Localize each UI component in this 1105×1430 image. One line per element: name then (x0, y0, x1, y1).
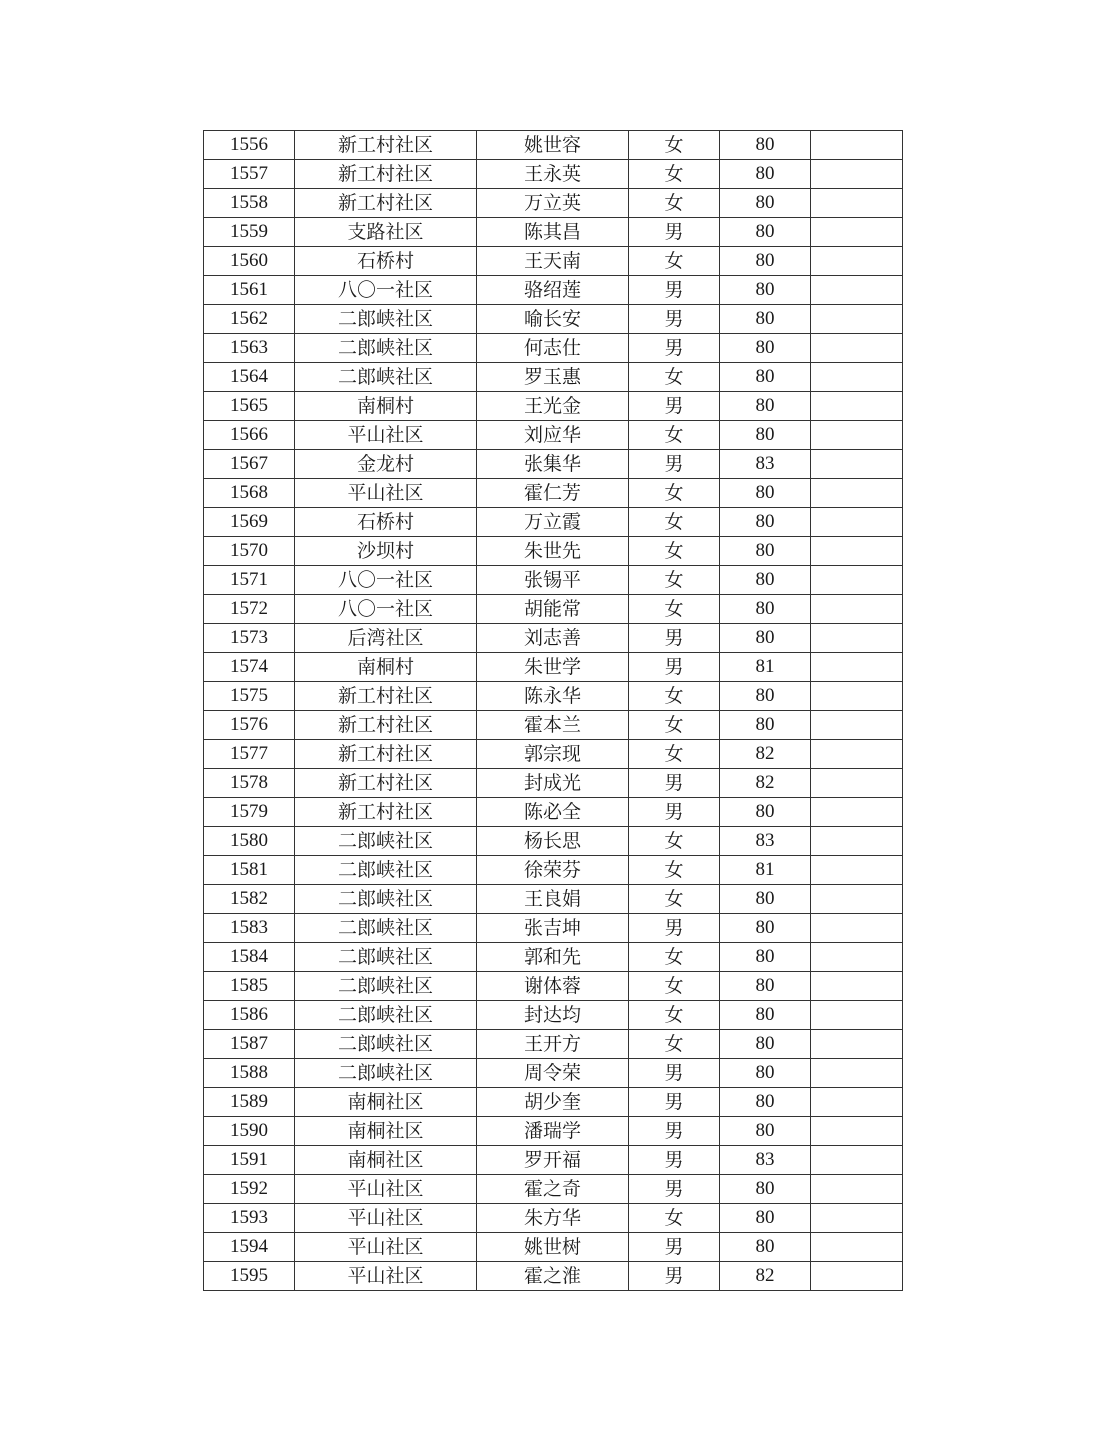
community-cell: 新工村社区 (295, 131, 477, 160)
row-number-cell: 1570 (204, 537, 295, 566)
note-cell (811, 624, 903, 653)
gender-cell: 男 (629, 392, 720, 421)
age-cell: 80 (720, 595, 811, 624)
table-row (204, 450, 903, 479)
gender-cell: 女 (629, 885, 720, 914)
age-cell: 80 (720, 1204, 811, 1233)
community-cell: 八〇一社区 (295, 595, 477, 624)
gender-cell: 男 (629, 218, 720, 247)
row-number-cell: 1579 (204, 798, 295, 827)
row-number-cell: 1586 (204, 1001, 295, 1030)
person-name-cell: 刘志善 (477, 624, 629, 653)
gender-cell: 女 (629, 827, 720, 856)
person-name-cell: 杨长思 (477, 827, 629, 856)
person-name-cell: 刘应华 (477, 421, 629, 450)
person-name-cell: 何志仕 (477, 334, 629, 363)
note-cell (811, 1117, 903, 1146)
table-row (204, 653, 903, 682)
row-number-cell: 1593 (204, 1204, 295, 1233)
age-cell: 80 (720, 479, 811, 508)
person-name-cell: 周令荣 (477, 1059, 629, 1088)
row-number-cell: 1558 (204, 189, 295, 218)
table-row (204, 566, 903, 595)
table-row (204, 1088, 903, 1117)
age-cell: 80 (720, 798, 811, 827)
row-number-cell: 1585 (204, 972, 295, 1001)
note-cell (811, 479, 903, 508)
note-cell (811, 972, 903, 1001)
community-cell: 二郎峡社区 (295, 856, 477, 885)
table-row (204, 972, 903, 1001)
note-cell (811, 1146, 903, 1175)
row-number-cell: 1566 (204, 421, 295, 450)
gender-cell: 女 (629, 537, 720, 566)
table-row (204, 856, 903, 885)
note-cell (811, 508, 903, 537)
row-number-cell: 1587 (204, 1030, 295, 1059)
gender-cell: 男 (629, 914, 720, 943)
note-cell (811, 392, 903, 421)
gender-cell: 女 (629, 711, 720, 740)
row-number-cell: 1571 (204, 566, 295, 595)
person-name-cell: 陈永华 (477, 682, 629, 711)
person-name-cell: 姚世容 (477, 131, 629, 160)
row-number-cell: 1581 (204, 856, 295, 885)
table-row (204, 914, 903, 943)
table-row (204, 479, 903, 508)
note-cell (811, 276, 903, 305)
community-cell: 平山社区 (295, 1204, 477, 1233)
table-row (204, 943, 903, 972)
table-row (204, 595, 903, 624)
gender-cell: 女 (629, 421, 720, 450)
person-name-cell: 罗玉惠 (477, 363, 629, 392)
row-number-cell: 1563 (204, 334, 295, 363)
table-row (204, 827, 903, 856)
community-cell: 二郎峡社区 (295, 363, 477, 392)
gender-cell: 男 (629, 334, 720, 363)
gender-cell: 女 (629, 247, 720, 276)
gender-cell: 女 (629, 856, 720, 885)
community-cell: 八〇一社区 (295, 566, 477, 595)
gender-cell: 女 (629, 972, 720, 1001)
gender-cell: 女 (629, 479, 720, 508)
community-cell: 新工村社区 (295, 682, 477, 711)
age-cell: 80 (720, 1030, 811, 1059)
roster-table (203, 130, 903, 1291)
gender-cell: 男 (629, 276, 720, 305)
age-cell: 80 (720, 131, 811, 160)
note-cell (811, 740, 903, 769)
note-cell (811, 1204, 903, 1233)
age-cell: 80 (720, 1175, 811, 1204)
community-cell: 八〇一社区 (295, 276, 477, 305)
row-number-cell: 1574 (204, 653, 295, 682)
age-cell: 80 (720, 972, 811, 1001)
community-cell: 金龙村 (295, 450, 477, 479)
person-name-cell: 王天南 (477, 247, 629, 276)
age-cell: 80 (720, 160, 811, 189)
gender-cell: 男 (629, 450, 720, 479)
community-cell: 南桐社区 (295, 1117, 477, 1146)
note-cell (811, 131, 903, 160)
note-cell (811, 682, 903, 711)
gender-cell: 男 (629, 1088, 720, 1117)
person-name-cell: 王良娟 (477, 885, 629, 914)
row-number-cell: 1562 (204, 305, 295, 334)
row-number-cell: 1559 (204, 218, 295, 247)
gender-cell: 女 (629, 1030, 720, 1059)
note-cell (811, 247, 903, 276)
table-row (204, 1146, 903, 1175)
table-row (204, 189, 903, 218)
age-cell: 80 (720, 392, 811, 421)
community-cell: 南桐社区 (295, 1146, 477, 1175)
gender-cell: 男 (629, 624, 720, 653)
row-number-cell: 1561 (204, 276, 295, 305)
gender-cell: 男 (629, 1146, 720, 1175)
person-name-cell: 姚世树 (477, 1233, 629, 1262)
community-cell: 二郎峡社区 (295, 334, 477, 363)
gender-cell: 女 (629, 566, 720, 595)
age-cell: 80 (720, 1233, 811, 1262)
age-cell: 80 (720, 1088, 811, 1117)
table-row (204, 392, 903, 421)
person-name-cell: 朱方华 (477, 1204, 629, 1233)
table-row (204, 624, 903, 653)
gender-cell: 女 (629, 943, 720, 972)
row-number-cell: 1577 (204, 740, 295, 769)
table-row (204, 1059, 903, 1088)
age-cell: 80 (720, 711, 811, 740)
note-cell (811, 856, 903, 885)
person-name-cell: 骆绍莲 (477, 276, 629, 305)
age-cell: 80 (720, 943, 811, 972)
note-cell (811, 421, 903, 450)
row-number-cell: 1567 (204, 450, 295, 479)
note-cell (811, 1088, 903, 1117)
person-name-cell: 郭和先 (477, 943, 629, 972)
age-cell: 80 (720, 334, 811, 363)
note-cell (811, 160, 903, 189)
person-name-cell: 霍本兰 (477, 711, 629, 740)
gender-cell: 女 (629, 740, 720, 769)
age-cell: 80 (720, 276, 811, 305)
row-number-cell: 1594 (204, 1233, 295, 1262)
row-number-cell: 1584 (204, 943, 295, 972)
community-cell: 二郎峡社区 (295, 827, 477, 856)
age-cell: 80 (720, 189, 811, 218)
gender-cell: 女 (629, 1001, 720, 1030)
note-cell (811, 450, 903, 479)
community-cell: 南桐村 (295, 653, 477, 682)
table-row (204, 1204, 903, 1233)
community-cell: 平山社区 (295, 421, 477, 450)
age-cell: 81 (720, 856, 811, 885)
age-cell: 80 (720, 508, 811, 537)
table-row (204, 769, 903, 798)
community-cell: 平山社区 (295, 1262, 477, 1291)
age-cell: 80 (720, 624, 811, 653)
community-cell: 新工村社区 (295, 740, 477, 769)
community-cell: 新工村社区 (295, 711, 477, 740)
row-number-cell: 1560 (204, 247, 295, 276)
note-cell (811, 711, 903, 740)
gender-cell: 男 (629, 305, 720, 334)
table-row (204, 1001, 903, 1030)
community-cell: 二郎峡社区 (295, 914, 477, 943)
age-cell: 82 (720, 769, 811, 798)
community-cell: 新工村社区 (295, 160, 477, 189)
community-cell: 平山社区 (295, 479, 477, 508)
person-name-cell: 张集华 (477, 450, 629, 479)
gender-cell: 女 (629, 682, 720, 711)
note-cell (811, 595, 903, 624)
note-cell (811, 653, 903, 682)
age-cell: 82 (720, 740, 811, 769)
row-number-cell: 1578 (204, 769, 295, 798)
age-cell: 80 (720, 537, 811, 566)
note-cell (811, 218, 903, 247)
row-number-cell: 1592 (204, 1175, 295, 1204)
gender-cell: 男 (629, 1262, 720, 1291)
community-cell: 南桐社区 (295, 1088, 477, 1117)
table-row (204, 682, 903, 711)
person-name-cell: 万立霞 (477, 508, 629, 537)
note-cell (811, 566, 903, 595)
gender-cell: 男 (629, 1233, 720, 1262)
person-name-cell: 罗开福 (477, 1146, 629, 1175)
row-number-cell: 1575 (204, 682, 295, 711)
age-cell: 82 (720, 1262, 811, 1291)
note-cell (811, 1059, 903, 1088)
gender-cell: 男 (629, 653, 720, 682)
table-row (204, 247, 903, 276)
community-cell: 二郎峡社区 (295, 972, 477, 1001)
gender-cell: 男 (629, 769, 720, 798)
gender-cell: 女 (629, 131, 720, 160)
row-number-cell: 1588 (204, 1059, 295, 1088)
row-number-cell: 1582 (204, 885, 295, 914)
table-row (204, 218, 903, 247)
age-cell: 80 (720, 1117, 811, 1146)
person-name-cell: 朱世先 (477, 537, 629, 566)
age-cell: 80 (720, 914, 811, 943)
person-name-cell: 王光金 (477, 392, 629, 421)
community-cell: 二郎峡社区 (295, 305, 477, 334)
table-row (204, 363, 903, 392)
person-name-cell: 郭宗现 (477, 740, 629, 769)
age-cell: 80 (720, 218, 811, 247)
community-cell: 二郎峡社区 (295, 1001, 477, 1030)
person-name-cell: 封达均 (477, 1001, 629, 1030)
gender-cell: 女 (629, 1204, 720, 1233)
person-name-cell: 徐荣芬 (477, 856, 629, 885)
gender-cell: 女 (629, 363, 720, 392)
table-row (204, 1233, 903, 1262)
person-name-cell: 陈必全 (477, 798, 629, 827)
person-name-cell: 霍之淮 (477, 1262, 629, 1291)
community-cell: 新工村社区 (295, 798, 477, 827)
row-number-cell: 1580 (204, 827, 295, 856)
note-cell (811, 885, 903, 914)
person-name-cell: 万立英 (477, 189, 629, 218)
table-row (204, 305, 903, 334)
community-cell: 新工村社区 (295, 769, 477, 798)
person-name-cell: 霍之奇 (477, 1175, 629, 1204)
table-row (204, 711, 903, 740)
note-cell (811, 334, 903, 363)
community-cell: 平山社区 (295, 1175, 477, 1204)
age-cell: 83 (720, 1146, 811, 1175)
community-cell: 二郎峡社区 (295, 885, 477, 914)
row-number-cell: 1557 (204, 160, 295, 189)
person-name-cell: 陈其昌 (477, 218, 629, 247)
table-row (204, 131, 903, 160)
note-cell (811, 943, 903, 972)
community-cell: 平山社区 (295, 1233, 477, 1262)
community-cell: 二郎峡社区 (295, 1059, 477, 1088)
row-number-cell: 1564 (204, 363, 295, 392)
age-cell: 83 (720, 827, 811, 856)
age-cell: 80 (720, 566, 811, 595)
community-cell: 石桥村 (295, 247, 477, 276)
row-number-cell: 1573 (204, 624, 295, 653)
person-name-cell: 王开方 (477, 1030, 629, 1059)
gender-cell: 女 (629, 189, 720, 218)
community-cell: 新工村社区 (295, 189, 477, 218)
age-cell: 80 (720, 885, 811, 914)
row-number-cell: 1565 (204, 392, 295, 421)
person-name-cell: 朱世学 (477, 653, 629, 682)
row-number-cell: 1572 (204, 595, 295, 624)
note-cell (811, 1030, 903, 1059)
person-name-cell: 喻长安 (477, 305, 629, 334)
note-cell (811, 363, 903, 392)
row-number-cell: 1590 (204, 1117, 295, 1146)
gender-cell: 女 (629, 508, 720, 537)
person-name-cell: 谢体蓉 (477, 972, 629, 1001)
table-row (204, 885, 903, 914)
person-name-cell: 张吉坤 (477, 914, 629, 943)
community-cell: 南桐村 (295, 392, 477, 421)
note-cell (811, 798, 903, 827)
age-cell: 83 (720, 450, 811, 479)
gender-cell: 女 (629, 595, 720, 624)
table-row (204, 1262, 903, 1291)
person-name-cell: 潘瑞学 (477, 1117, 629, 1146)
row-number-cell: 1583 (204, 914, 295, 943)
age-cell: 81 (720, 653, 811, 682)
table-row (204, 1117, 903, 1146)
age-cell: 80 (720, 305, 811, 334)
row-number-cell: 1568 (204, 479, 295, 508)
person-name-cell: 胡少奎 (477, 1088, 629, 1117)
age-cell: 80 (720, 363, 811, 392)
note-cell (811, 1262, 903, 1291)
table-row (204, 537, 903, 566)
note-cell (811, 189, 903, 218)
row-number-cell: 1589 (204, 1088, 295, 1117)
note-cell (811, 769, 903, 798)
age-cell: 80 (720, 421, 811, 450)
community-cell: 后湾社区 (295, 624, 477, 653)
gender-cell: 男 (629, 1117, 720, 1146)
table-row (204, 421, 903, 450)
note-cell (811, 827, 903, 856)
gender-cell: 女 (629, 160, 720, 189)
note-cell (811, 914, 903, 943)
note-cell (811, 1233, 903, 1262)
community-cell: 沙坝村 (295, 537, 477, 566)
community-cell: 石桥村 (295, 508, 477, 537)
person-name-cell: 霍仁芳 (477, 479, 629, 508)
gender-cell: 男 (629, 1059, 720, 1088)
note-cell (811, 1001, 903, 1030)
table-row (204, 1175, 903, 1204)
table-row (204, 1030, 903, 1059)
gender-cell: 男 (629, 798, 720, 827)
community-cell: 二郎峡社区 (295, 1030, 477, 1059)
person-name-cell: 胡能常 (477, 595, 629, 624)
table-row (204, 798, 903, 827)
row-number-cell: 1569 (204, 508, 295, 537)
age-cell: 80 (720, 682, 811, 711)
row-number-cell: 1595 (204, 1262, 295, 1291)
gender-cell: 男 (629, 1175, 720, 1204)
table-row (204, 334, 903, 363)
person-name-cell: 王永英 (477, 160, 629, 189)
person-name-cell: 封成光 (477, 769, 629, 798)
age-cell: 80 (720, 247, 811, 276)
row-number-cell: 1591 (204, 1146, 295, 1175)
note-cell (811, 305, 903, 334)
table-row (204, 160, 903, 189)
roster-table-body (204, 131, 903, 1291)
note-cell (811, 537, 903, 566)
table-row (204, 508, 903, 537)
table-row (204, 740, 903, 769)
row-number-cell: 1556 (204, 131, 295, 160)
age-cell: 80 (720, 1059, 811, 1088)
row-number-cell: 1576 (204, 711, 295, 740)
age-cell: 80 (720, 1001, 811, 1030)
person-name-cell: 张锡平 (477, 566, 629, 595)
community-cell: 支路社区 (295, 218, 477, 247)
table-row (204, 276, 903, 305)
note-cell (811, 1175, 903, 1204)
community-cell: 二郎峡社区 (295, 943, 477, 972)
